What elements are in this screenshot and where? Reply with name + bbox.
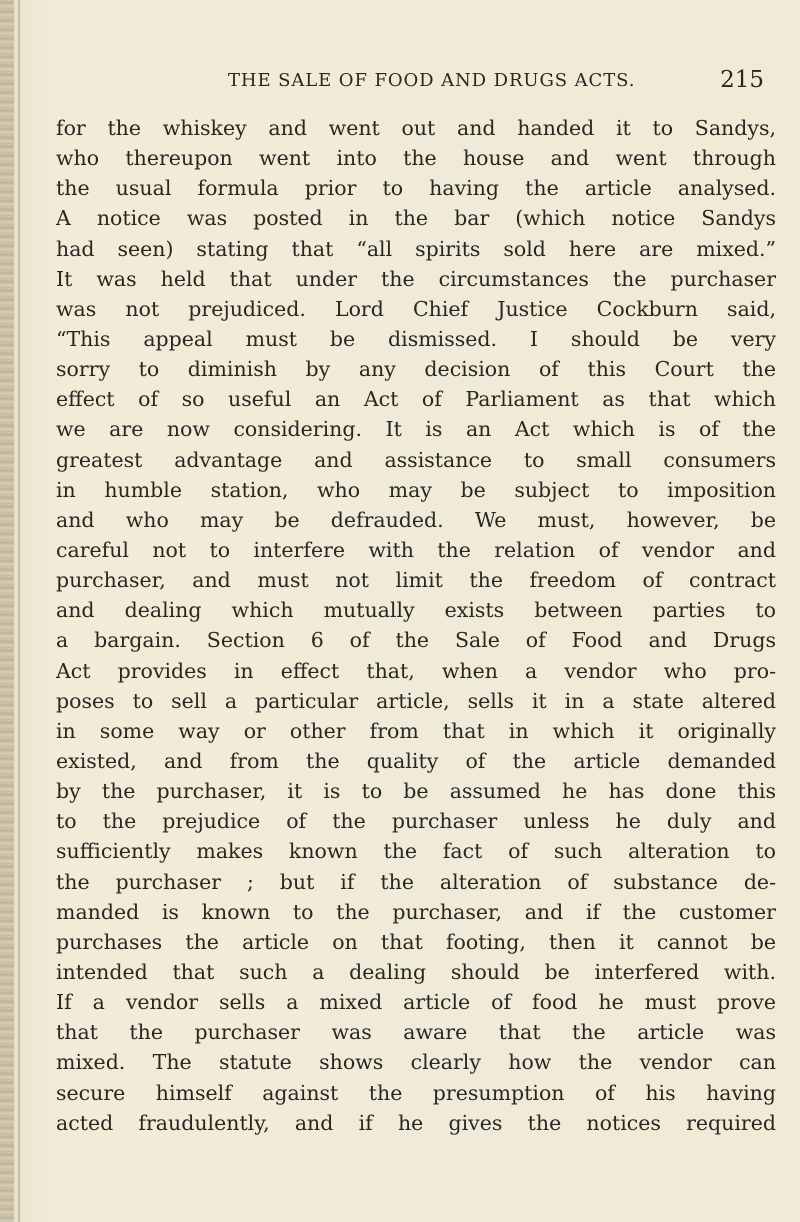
- page-number: 215: [720, 67, 764, 93]
- text-line-7: was not prejudiced. Lord Chief Justice Cockburn said,: [56, 296, 776, 321]
- text-line-2: who thereupon went into the house and went through: [56, 146, 776, 171]
- text-line-22: existed, and from the quality of the article demanded: [56, 748, 776, 773]
- text-line-24: to the prejudice of the purchaser unless he duly and: [56, 809, 776, 834]
- text-line-15: careful not to interfere with the relation of vendor and: [56, 537, 776, 562]
- text-line-13: in humble station, who may be subject to imposition: [56, 477, 776, 502]
- text-line-33: secure himself against the presumption of his having: [56, 1080, 776, 1105]
- text-line-18: a bargain. Section 6 of the Sale of Food and Drugs: [56, 628, 776, 653]
- text-line-9: sorry to diminish by any decision of this Court the: [56, 357, 776, 382]
- text-line-14: and who may be defrauded. We must, however, be: [56, 507, 776, 532]
- text-line-12: greatest advantage and assistance to small consumers: [56, 447, 776, 472]
- text-line-29: intended that such a dealing should be interfered with.: [56, 959, 776, 984]
- text-line-16: purchaser, and must not limit the freedom of contract: [56, 568, 776, 593]
- text-line-26: the purchaser ; but if the alteration of substance de-: [56, 869, 776, 894]
- text-line-23: by the purchaser, it is to be assumed he has done this: [56, 779, 776, 804]
- text-line-4: A notice was posted in the bar (which notice Sandys: [56, 206, 776, 231]
- gutter-shadow-line: [18, 0, 20, 1222]
- text-line-11: we are now considering. It is an Act which is of the: [56, 417, 776, 442]
- page-header: [228, 67, 764, 100]
- body-text: [56, 113, 776, 1138]
- page-gutter: [0, 0, 14, 1222]
- text-line-30: If a vendor sells a mixed article of food he must prove: [56, 990, 776, 1015]
- text-line-1: for the whiskey and went out and handed it to Sandys,: [56, 116, 776, 140]
- text-line-19: Act provides in effect that, when a vendor who pro-: [56, 658, 776, 683]
- text-line-32: mixed. The statute shows clearly how the vendor can: [56, 1050, 776, 1075]
- text-line-17: and dealing which mutually exists between parties to: [56, 598, 776, 623]
- text-line-34: acted fraudulently, and if he gives the notices required: [56, 1110, 776, 1135]
- text-line-8: “This appeal must be dismissed. I should be very: [56, 326, 776, 351]
- text-line-28: purchases the article on that footing, then it cannot be: [56, 929, 776, 954]
- running-head: THE SALE OF FOOD AND DRUGS ACTS.: [228, 70, 636, 91]
- text-line-20: poses to sell a particular article, sells it in a state altered: [56, 688, 776, 713]
- text-line-5: had seen) stating that “all spirits sold here are mixed.”: [56, 236, 776, 261]
- text-line-3: the usual formula prior to having the article analysed.: [56, 176, 776, 201]
- text-line-27: manded is known to the purchaser, and if the customer: [56, 899, 776, 924]
- text-line-31: that the purchaser was aware that the article was: [56, 1020, 776, 1045]
- text-line-21: in some way or other from that in which it originally: [56, 718, 776, 743]
- text-line-10: effect of so useful an Act of Parliament as that which: [56, 387, 776, 412]
- text-line-25: sufficiently makes known the fact of such alteration to: [56, 839, 776, 864]
- text-line-6: It was held that under the circumstances the purchaser: [56, 266, 776, 291]
